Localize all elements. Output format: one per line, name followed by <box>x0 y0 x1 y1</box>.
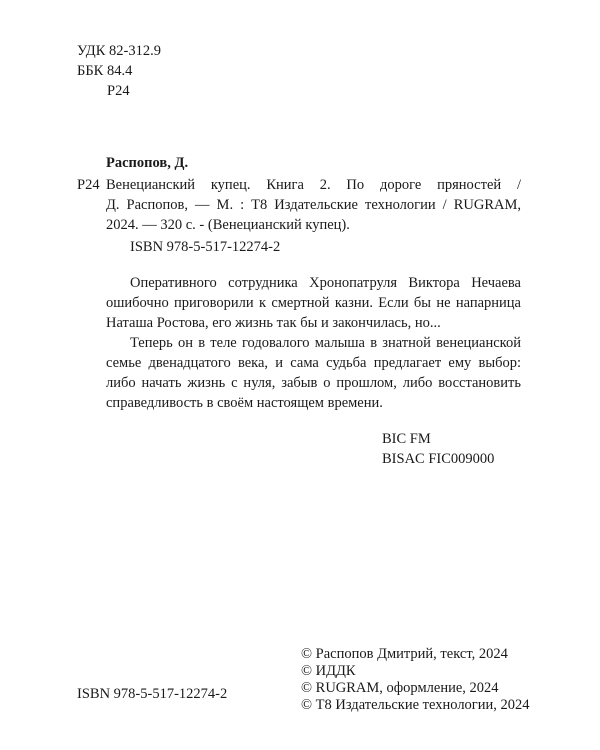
annotation-p1-line-2: ошибочно приговорили к смертной казни. Если бы не напарница <box>106 295 521 311</box>
copyright-line: © Т8 Издательские технологии, 2024 <box>301 697 530 713</box>
udk-code: УДК 82-312.9 <box>77 43 161 59</box>
copyright-line: © Распопов Дмитрий, текст, 2024 <box>301 646 508 662</box>
bbk-code: ББК 84.4 <box>77 63 133 79</box>
entry-line-1: Венецианский купец. Книга 2. По дороге пряностей / <box>106 177 521 193</box>
entry-line-3: 2024. — 320 с. - (Венецианский купец). <box>106 217 350 233</box>
entry-author-mark: Р24 <box>77 177 100 193</box>
isbn-main: ISBN 978-5-517-12274-2 <box>130 239 281 255</box>
annotation-p2-line-2: семье двенадцатого века, и сама судьба предлагает ему выбор: <box>106 355 521 371</box>
bic-code: BIC FM <box>382 431 431 447</box>
annotation-p2-line-1: Теперь он в теле годовалого малыша в знатной венецианской <box>130 335 521 351</box>
isbn-bottom: ISBN 978-5-517-12274-2 <box>77 686 228 702</box>
annotation-p1-line-1: Оперативного сотрудника Хронопатруля Виктора Нечаева <box>130 275 521 291</box>
entry-line-2: Д. Распопов, — М. : Т8 Издательские технологии / RUGRAM, <box>106 197 521 213</box>
annotation-p2-line-3: либо начать жизнь с нуля, забыв о прошлом, либо восстановить <box>106 375 521 391</box>
annotation-p2-line-4: справедливость в своём настоящем времени. <box>106 395 383 411</box>
copyright-line: © RUGRAM, оформление, 2024 <box>301 680 499 696</box>
copyright-line: © ИДДК <box>301 663 356 679</box>
bisac-code: BISAC FIC009000 <box>382 451 495 467</box>
author-heading: Распопов, Д. <box>106 155 189 171</box>
annotation-p1-line-3: Наташа Ростова, его жизнь так бы и закончилась, но... <box>106 315 441 331</box>
author-mark: Р24 <box>107 83 130 99</box>
